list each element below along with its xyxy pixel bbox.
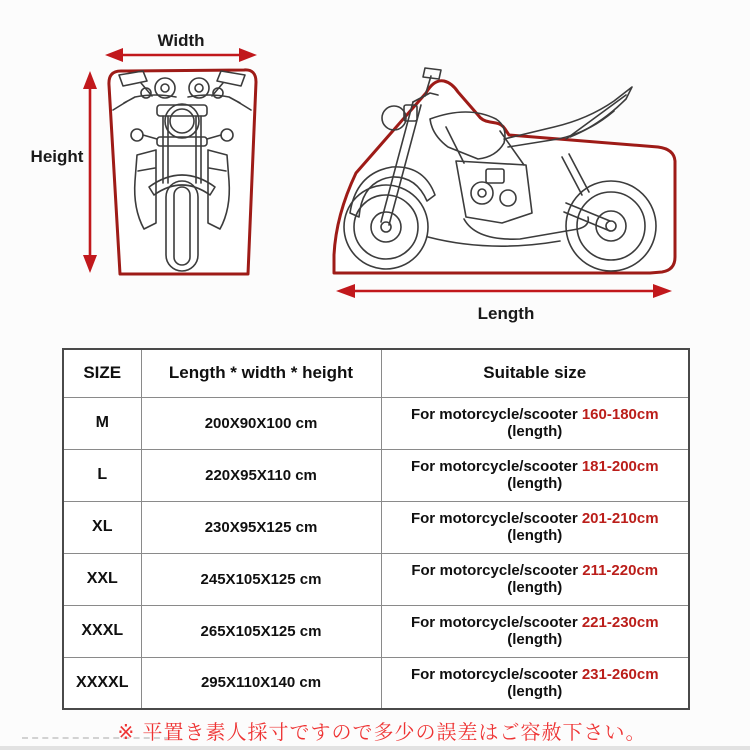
suitable-range: 221-230cm [581, 614, 659, 631]
table-row [63, 397, 689, 449]
suitable-cell [381, 501, 689, 553]
suitable-range: 211-220cm [582, 562, 659, 579]
suitable-prefix: For motorcycle/scooter [410, 665, 582, 683]
suitable-cell [381, 657, 689, 709]
size-cell: XL [63, 501, 141, 553]
header-suitable-size: Suitable size [381, 349, 689, 397]
suitable-prefix: For motorcycle/scooter [411, 562, 583, 579]
suitable-cell [381, 553, 689, 605]
motorcycle-side-svg [330, 55, 695, 330]
size-cell: XXXXL [63, 657, 141, 709]
dimensions-cell: 295X110X140 cm [141, 657, 381, 709]
table-row [63, 449, 689, 501]
suitable-cell [381, 397, 689, 449]
suitable-prefix: For motorcycle/scooter [410, 406, 582, 423]
width-arrow-icon [105, 48, 257, 62]
size-table [62, 348, 690, 710]
size-cell: XXXL [63, 605, 141, 657]
height-arrow-icon [83, 71, 97, 273]
suitable-prefix: For motorcycle/scooter [410, 510, 582, 527]
table-row [63, 501, 689, 553]
size-cell: L [63, 449, 141, 501]
bottom-edge-strip [0, 746, 750, 750]
suitable-cell [381, 605, 689, 657]
suitable-range: 231-260cm [581, 665, 659, 683]
suitable-suffix: (length) [507, 631, 563, 648]
width-label: Width [157, 31, 205, 50]
suitable-suffix: (length) [507, 579, 563, 596]
suitable-range: 181-200cm [581, 458, 659, 475]
header-dimensions: Length * width * height [141, 349, 381, 397]
size-cell: XXL [63, 553, 141, 605]
size-table-header-row [63, 349, 689, 397]
table-row [63, 657, 689, 709]
table-row [63, 605, 689, 657]
length-arrow-icon [336, 284, 672, 298]
suitable-range: 201-210cm [581, 510, 659, 527]
suitable-suffix: (length) [507, 475, 563, 492]
suitable-range: 160-180cm [581, 406, 659, 423]
measurement-note: ※ 平置き素人採寸ですので多少の誤差はご容赦下さい。 [117, 720, 647, 744]
dimensions-cell: 200X90X100 cm [141, 397, 381, 449]
header-size: SIZE [63, 349, 141, 397]
suitable-suffix: (length) [507, 423, 563, 440]
dimensions-cell: 265X105X125 cm [141, 605, 381, 657]
height-label: Height [30, 147, 84, 166]
dimensions-cell: 245X105X125 cm [141, 553, 381, 605]
suitable-cell [381, 449, 689, 501]
dimensions-cell: 220X95X110 cm [141, 449, 381, 501]
suitable-prefix: For motorcycle/scooter [410, 458, 582, 475]
suitable-suffix: (length) [507, 682, 563, 700]
motorcycle-front-diagram [25, 13, 285, 285]
suitable-suffix: (length) [507, 527, 563, 544]
length-label: Length [477, 304, 535, 323]
motorcycle-side-diagram [330, 55, 695, 330]
motorcycle-front-svg [25, 13, 285, 285]
dimensions-cell: 230X95X125 cm [141, 501, 381, 553]
suitable-prefix: For motorcycle/scooter [410, 614, 582, 631]
table-row [63, 553, 689, 605]
size-cell: M [63, 397, 141, 449]
